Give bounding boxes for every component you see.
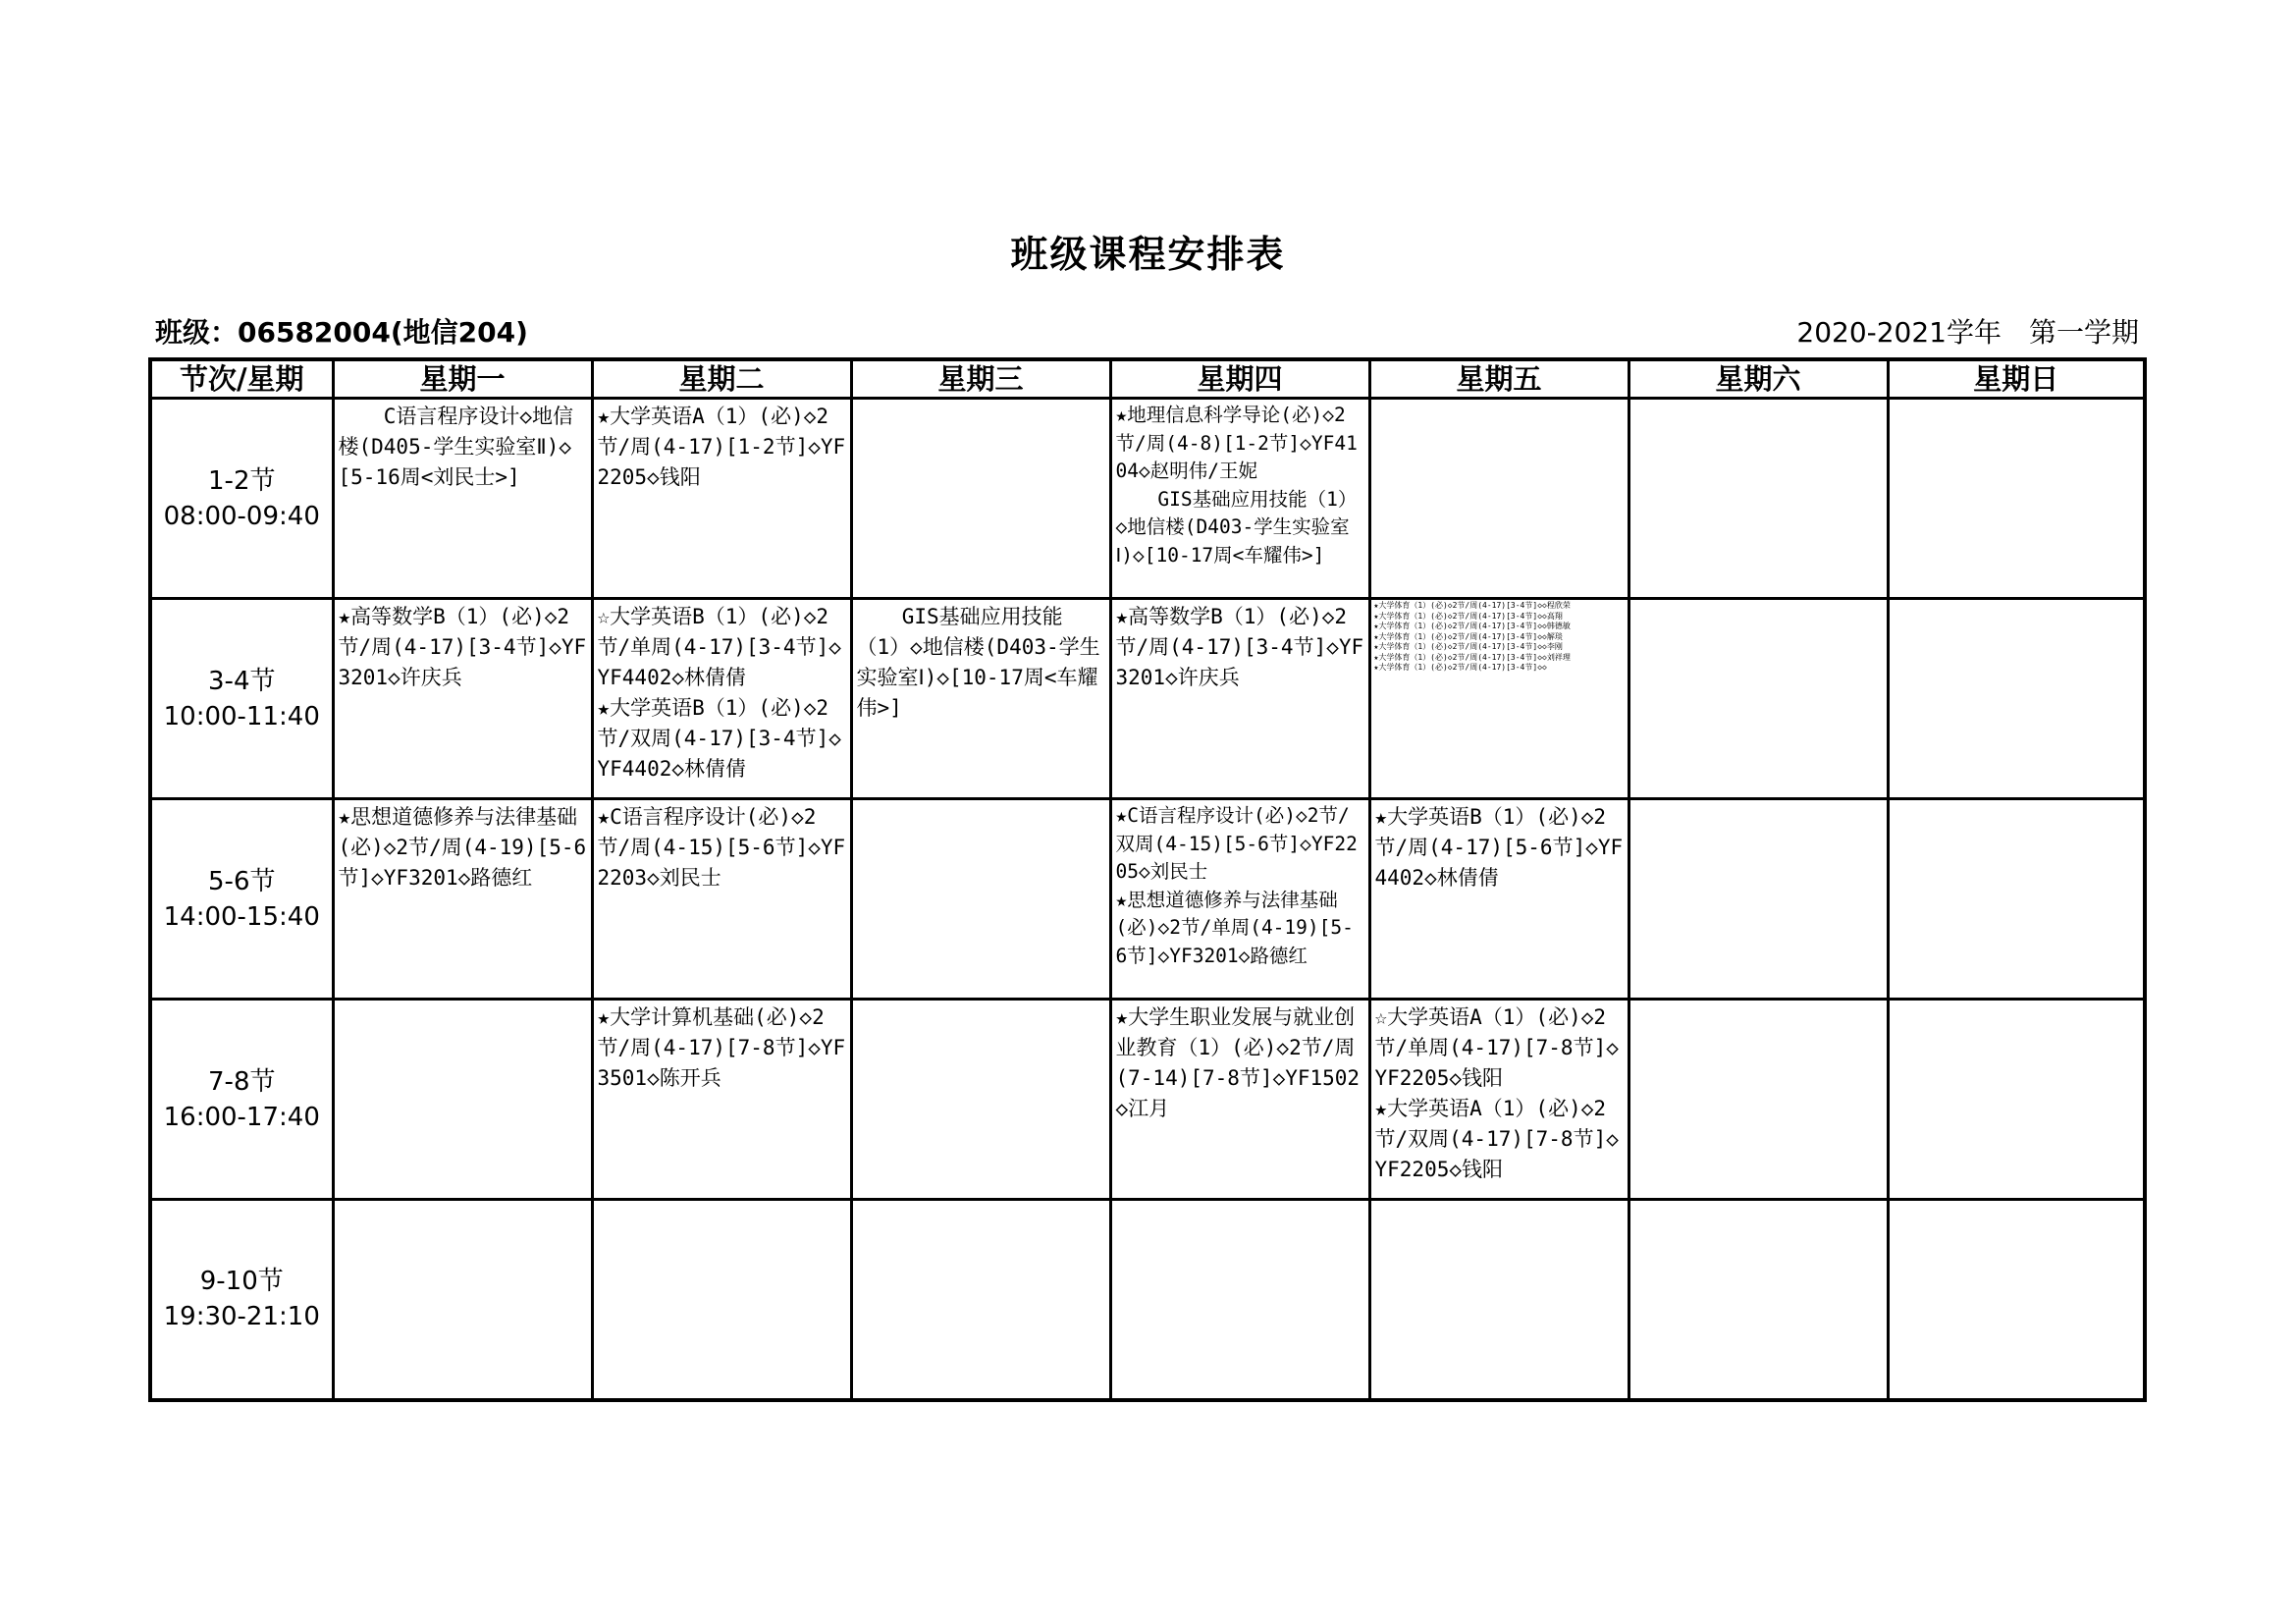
period-label xyxy=(150,1000,333,1200)
period-row xyxy=(150,799,2145,1000)
period-row xyxy=(150,399,2145,599)
course-cell-wed xyxy=(851,799,1110,1000)
course-entry: ★大学体育（1）(必)◇2节/周(4-17)[3-4节]◇◇高翔 xyxy=(1373,611,1563,621)
period-label xyxy=(150,799,333,1000)
course-cell-fri xyxy=(1369,1000,1629,1200)
day-header-wed: 星期三 xyxy=(851,359,1110,399)
course-cell-wed xyxy=(851,1000,1110,1200)
period-label xyxy=(150,1200,333,1400)
period-row xyxy=(150,599,2145,799)
course-cell-mon xyxy=(333,1000,592,1200)
course-cell-thu xyxy=(1110,599,1369,799)
period-time: 14:00-15:40 xyxy=(163,901,320,932)
day-header-sun: 星期日 xyxy=(1888,359,2145,399)
course-cell-fri xyxy=(1369,399,1629,599)
course-entry: ★C语言程序设计(必)◇2节/周(4-15)[5-6节]◇YF2203◇刘民士 xyxy=(597,805,846,890)
course-cell-tue xyxy=(592,799,851,1000)
day-header-tue: 星期二 xyxy=(592,359,851,399)
course-entry: ★大学体育（1）(必)◇2节/周(4-17)[3-4节]◇◇程欣荣 xyxy=(1373,601,1571,610)
page-title: 班级课程安排表 xyxy=(1010,233,1286,276)
period-row xyxy=(150,1200,2145,1400)
course-entry: GIS基础应用技能（1）◇地信楼(D403-学生实验室Ⅰ)◇[10-17周<车耀伟>] xyxy=(1115,487,1358,567)
day-header-thu: 星期四 xyxy=(1110,359,1369,399)
course-entry: ★C语言程序设计(必)◇2节/双周(4-15)[5-6节]◇YF2205◇刘民士 xyxy=(1115,804,1358,883)
course-cell-sat xyxy=(1629,599,1888,799)
period-row xyxy=(150,1000,2145,1200)
course-entry: ★大学生职业发展与就业创业教育（1）(必)◇2节/周(7-14)[7-8节]◇YF1502◇江月 xyxy=(1115,1005,1361,1120)
period-name: 1-2节 xyxy=(208,465,276,496)
course-entry: ★大学体育（1）(必)◇2节/周(4-17)[3-4节]◇◇解琰 xyxy=(1373,631,1563,641)
period-name: 9-10节 xyxy=(199,1267,284,1297)
course-entry: ★大学体育（1）(必)◇2节/周(4-17)[3-4节]◇◇ xyxy=(1373,663,1547,672)
period-name: 7-8节 xyxy=(208,1066,276,1097)
period-label xyxy=(150,599,333,799)
course-cell-sat xyxy=(1629,1000,1888,1200)
course-entry: ★大学体育（1）(必)◇2节/周(4-17)[3-4节]◇◇刘祥理 xyxy=(1373,652,1571,662)
course-entry: ★高等数学B（1）(必)◇2节/周(4-17)[3-4节]◇YF3201◇许庆兵 xyxy=(338,605,587,689)
course-entry: ★大学体育（1）(必)◇2节/周(4-17)[3-4节]◇◇韩德敏 xyxy=(1373,622,1571,630)
period-name: 5-6节 xyxy=(208,866,276,896)
term-info: 2020-2021学年 第一学期 xyxy=(1796,316,2139,349)
course-entry: ★大学体育（1）(必)◇2节/周(4-17)[3-4节]◇◇李刚 xyxy=(1373,642,1563,651)
period-name: 3-4节 xyxy=(208,666,276,696)
period-time: 08:00-09:40 xyxy=(163,501,320,531)
corner-header: 节次/星期 xyxy=(150,359,333,399)
course-cell-thu xyxy=(1110,1200,1369,1400)
course-cell-fri xyxy=(1369,799,1629,1000)
course-cell-tue xyxy=(592,599,851,799)
course-entry: C语言程序设计◇地信楼(D405-学生实验室Ⅱ)◇[5-16周<刘民士>] xyxy=(338,405,573,489)
day-header-sat: 星期六 xyxy=(1629,359,1888,399)
course-cell-mon xyxy=(333,799,592,1000)
course-cell-wed xyxy=(851,1200,1110,1400)
course-cell-sun xyxy=(1888,1000,2145,1200)
course-entry: ★思想道德修养与法律基础(必)◇2节/周(4-19)[5-6节]◇YF3201◇路德红 xyxy=(338,805,587,890)
course-entry: ★大学英语B（1）(必)◇2节/周(4-17)[5-6节]◇YF4402◇林倩倩 xyxy=(1374,805,1624,890)
period-label xyxy=(150,399,333,599)
course-cell-tue xyxy=(592,1000,851,1200)
course-entry: ☆大学英语A（1）(必)◇2节/单周(4-17)[7-8节]◇YF2205◇钱阳 xyxy=(1374,1005,1619,1090)
course-cell-sun xyxy=(1888,599,2145,799)
course-cell-sat xyxy=(1629,1200,1888,1400)
course-cell-sun xyxy=(1888,399,2145,599)
course-cell-sun xyxy=(1888,1200,2145,1400)
course-entry: ★大学计算机基础(必)◇2节/周(4-17)[7-8节]◇YF3501◇陈开兵 xyxy=(597,1005,846,1090)
period-time: 19:30-21:10 xyxy=(163,1302,320,1332)
course-cell-wed xyxy=(851,599,1110,799)
course-cell-mon xyxy=(333,399,592,599)
course-entry: ★大学英语A（1）(必)◇2节/周(4-17)[1-2节]◇YF2205◇钱阳 xyxy=(597,405,846,489)
course-cell-sat xyxy=(1629,799,1888,1000)
course-cell-wed xyxy=(851,399,1110,599)
course-cell-thu xyxy=(1110,1000,1369,1200)
course-cell-thu xyxy=(1110,799,1369,1000)
schedule-table xyxy=(148,357,2147,1402)
header-row xyxy=(150,359,2145,399)
course-cell-tue xyxy=(592,399,851,599)
day-header-fri: 星期五 xyxy=(1369,359,1629,399)
course-entry: ☆大学英语B（1）(必)◇2节/单周(4-17)[3-4节]◇YF4402◇林倩倩 xyxy=(597,605,841,689)
course-cell-sat xyxy=(1629,399,1888,599)
course-cell-tue xyxy=(592,1200,851,1400)
course-entry: ★思想道德修养与法律基础(必)◇2节/单周(4-19)[5-6节]◇YF3201◇路德红 xyxy=(1115,888,1354,967)
course-cell-mon xyxy=(333,599,592,799)
course-entry: GIS基础应用技能（1）◇地信楼(D403-学生实验室Ⅰ)◇[10-17周<车耀伟>] xyxy=(856,605,1100,720)
class-info: 班级：06582004(地信204) xyxy=(155,316,528,349)
course-cell-fri xyxy=(1369,599,1629,799)
course-entry: ★大学英语B（1）(必)◇2节/双周(4-17)[3-4节]◇YF4402◇林倩倩 xyxy=(597,696,841,781)
course-cell-fri xyxy=(1369,1200,1629,1400)
period-time: 16:00-17:40 xyxy=(163,1102,320,1132)
course-entry: ★高等数学B（1）(必)◇2节/周(4-17)[3-4节]◇YF3201◇许庆兵 xyxy=(1115,605,1364,689)
course-entry: ★地理信息科学导论(必)◇2节/周(4-8)[1-2节]◇YF4104◇赵明伟/王妮 xyxy=(1115,404,1358,482)
course-cell-sun xyxy=(1888,799,2145,1000)
day-header-mon: 星期一 xyxy=(333,359,592,399)
course-cell-mon xyxy=(333,1200,592,1400)
course-cell-thu xyxy=(1110,399,1369,599)
course-entry: ★大学英语A（1）(必)◇2节/双周(4-17)[7-8节]◇YF2205◇钱阳 xyxy=(1374,1097,1619,1181)
period-time: 10:00-11:40 xyxy=(163,701,320,731)
